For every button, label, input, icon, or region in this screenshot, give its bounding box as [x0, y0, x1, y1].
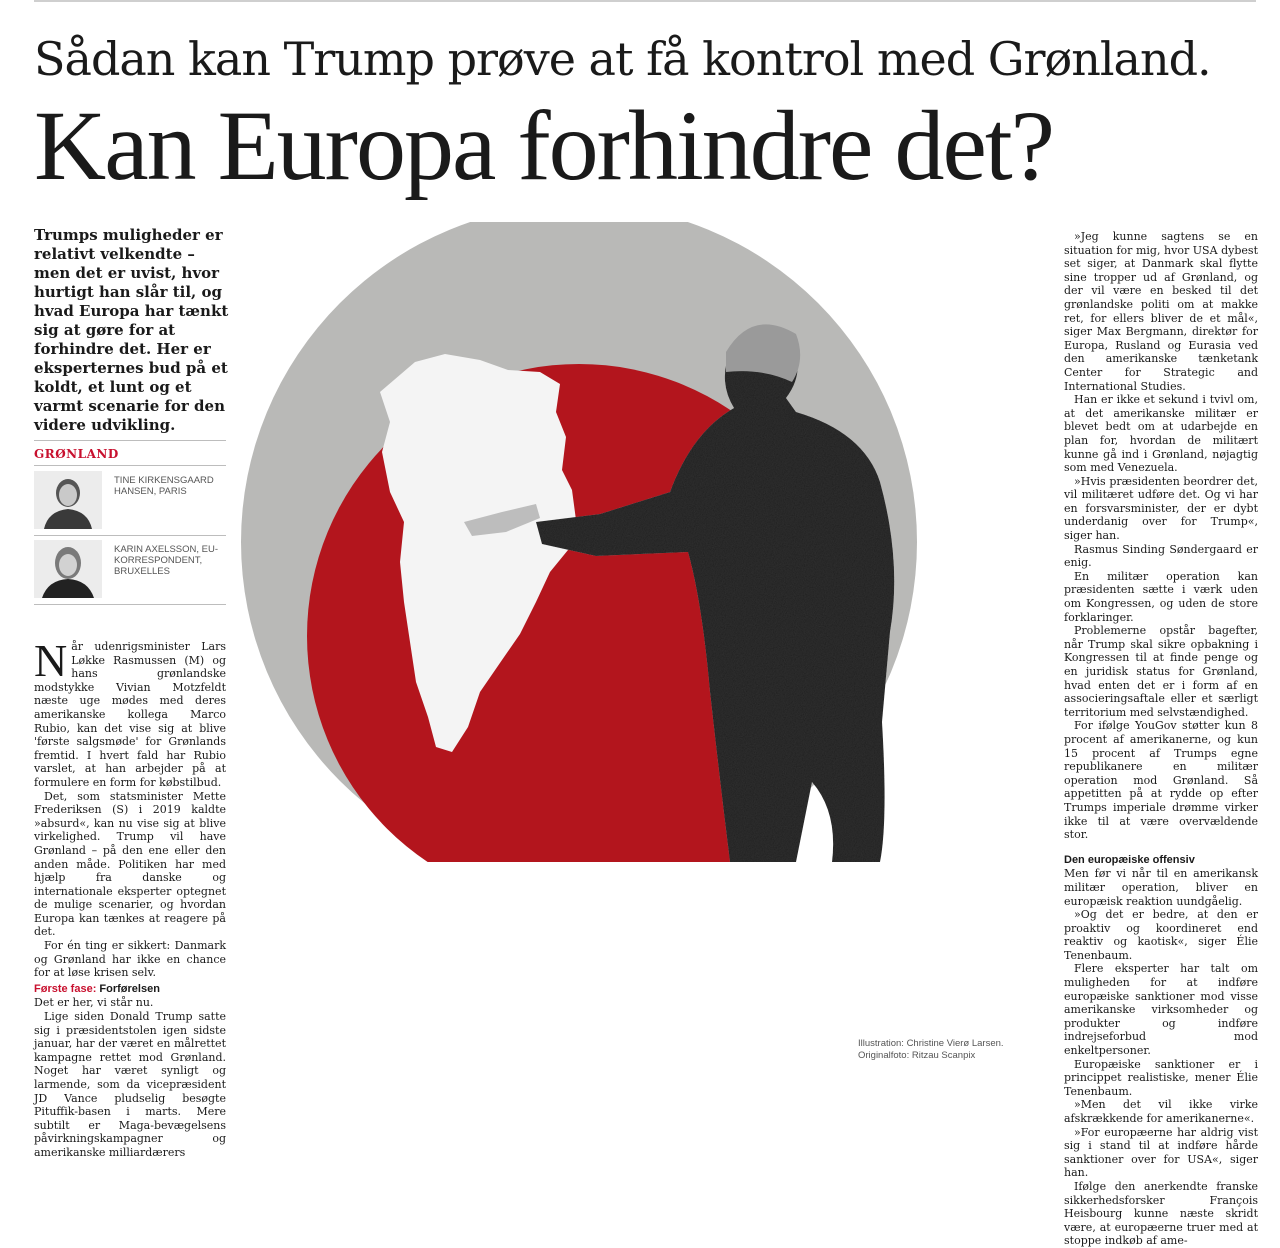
- author-photo: [34, 540, 102, 598]
- headline-line-2: Kan Europa forhindre det?: [34, 90, 1053, 201]
- paragraph: år udenrigsminister Lars Løkke Rasmussen (M) og hans grønlandske modstykke Vivian Motzfeldt næste uge mødes med deres amerikanske kollega Marco Rubio, kan det vise sig at blive 'første salgsmøde' for Grønlands fremtid. I hvert fald har Rubio varslet, at han arbejder på at formulere en form for købstilbud.: [34, 640, 226, 789]
- subheading: Den europæiske offensiv: [1064, 853, 1195, 866]
- top-rule: [34, 0, 1256, 2]
- paragraph: Europæiske sanktioner er i princippet realistiske, mener Élie Tenenbaum.: [1064, 1057, 1258, 1098]
- paragraph: Rasmus Sinding Søndergaard er enig.: [1064, 542, 1258, 570]
- section-kicker: GRØNLAND: [34, 447, 119, 461]
- divider: [34, 535, 226, 536]
- paragraph: En militær operation kan præsidenten sætte i værk uden om Kongressen, og uden de store forklaringer.: [1064, 569, 1258, 624]
- paragraph: Det, som statsminister Mette Frederiksen (S) i 2019 kaldte »absurd«, kan nu vise sig at blive virkelighed. Trump vil have Grønland – på den ene eller den anden måde. Politiken har med hjælp fra danske og internationale eksperter optegnet de mulige scenarier, og hvordan Europa kan tænkes at reagere på det.: [34, 789, 226, 939]
- article-column-right: [1064, 230, 1258, 1248]
- paragraph: »Hvis præsidenten beordrer det, vil militæret udføre det. Og vi har en forsvarsminister, der er dybt underdanig over for Trump«, siger han.: [1064, 474, 1258, 543]
- byline-author-1: [34, 471, 226, 531]
- paragraph: Ifølge den anerkendte franske sikkerhedsforsker François Heisbourg kunne næste skridt være, at europæerne truer med at stoppe indkøb af ame-: [1064, 1179, 1258, 1248]
- drop-cap: N: [34, 635, 68, 686]
- subheading: Første fase: Forførelsen: [34, 982, 160, 995]
- paragraph: »For europæerne har aldrig vist sig i stand til at indføre hårde sanktioner over for USA«, siger han.: [1064, 1125, 1258, 1180]
- illustration-credit: [858, 1038, 1038, 1062]
- author-name: TINE KIRKENSGAARD HANSEN, PARIS: [114, 475, 214, 497]
- paragraph: Lige siden Donald Trump satte sig i præsidentstolen igen sidste januar, har der været en målrettet kampagne rettet mod Grønland. Noget har været synligt og larmende, som da vicepræsident JD Vance pludselig besøgte Pituffik-basen i marts. Mere subtilt er Maga-bevægelsens påvirkningskampagner og amerikanske milliardærers: [34, 1010, 226, 1159]
- paragraph: For én ting er sikkert: Danmark og Grønland har ikke en chance for at løse krisen selv.: [34, 939, 226, 980]
- divider: [34, 604, 226, 605]
- article-column-left: [34, 635, 226, 1160]
- credit-line: Originalfoto: Ritzau Scanpix: [858, 1050, 976, 1061]
- paragraph: Men før vi når til en amerikansk militær operation, bliver en europæisk reaktion uundgåelig.: [1064, 867, 1258, 908]
- paragraph: »Jeg kunne sagtens se en situation for mig, hvor USA dybest set siger, at Danmark skal flytte sine tropper ud af Grønland, og der vil være en besked til det grønlandske politi om at makke ret, for ellers bliver de et mål«, siger Max Bergmann, direktør for Europa, Rusland og Eurasia ved den amerikanske tænketank Center for Strategic and International Studies.: [1064, 230, 1258, 393]
- paragraph: Problemerne opstår bagefter, når Trump skal sikre opbakning i Kongressen til at finde penge og en juridisk status for Grønland, hvad enten det er i form af en associeringsaftale eller et særligt territorium med selvstændighed.: [1064, 624, 1258, 719]
- paragraph: For ifølge YouGov støtter kun 8 procent af amerikanerne, og kun 15 procent af Trumps egne republikanere en militær operation mod Grønland. Så appetitten på at rydde op efter Trumps imperiale drømme virker ikke til at være overvældende stor.: [1064, 719, 1258, 842]
- lead-paragraph: Trumps muligheder er relativt velkendte – men det er uvist, hvor hurtigt han slår til, og hvad Europa har tænkt sig at gøre for at forhindre det. Her er eksperternes bud på et koldt, et lunt og et varmt scenarie for den videre udvikling.: [34, 226, 229, 434]
- author-photo: [34, 471, 102, 529]
- divider: [34, 440, 226, 441]
- byline-author-2: [34, 540, 226, 600]
- headline-line-1: Sådan kan Trump prøve at få kontrol med Grønland.: [34, 32, 1211, 86]
- illustration: [240, 222, 918, 862]
- paragraph: »Og det er bedre, at den er proaktiv og koordineret end reaktiv og kaotisk«, siger Élie Tenenbaum.: [1064, 908, 1258, 962]
- paragraph: Det er her, vi står nu.: [34, 996, 154, 1010]
- author-name: KARIN AXELSSON, EU-KORRESPONDENT, BRUXELLES: [114, 544, 219, 577]
- credit-line: Illustration: Christine Vierø Larsen.: [858, 1038, 1004, 1049]
- paragraph: »Men det vil ikke virke afskrækkende for amerikanerne«.: [1064, 1098, 1258, 1125]
- paragraph: Flere eksperter har talt om muligheden for at indføre europæiske sanktioner mod visse amerikanske virksomheder og produkter og indføre indrejseforbud mod enkeltpersoner.: [1064, 962, 1258, 1058]
- paragraph: Han er ikke et sekund i tvivl om, at det amerikanske militær er blevet bedt om at udarbejde en plan for, hvordan de militært kunne gå ind i Grønland, nøjagtig som med Venezuela.: [1064, 393, 1258, 475]
- divider: [34, 465, 226, 466]
